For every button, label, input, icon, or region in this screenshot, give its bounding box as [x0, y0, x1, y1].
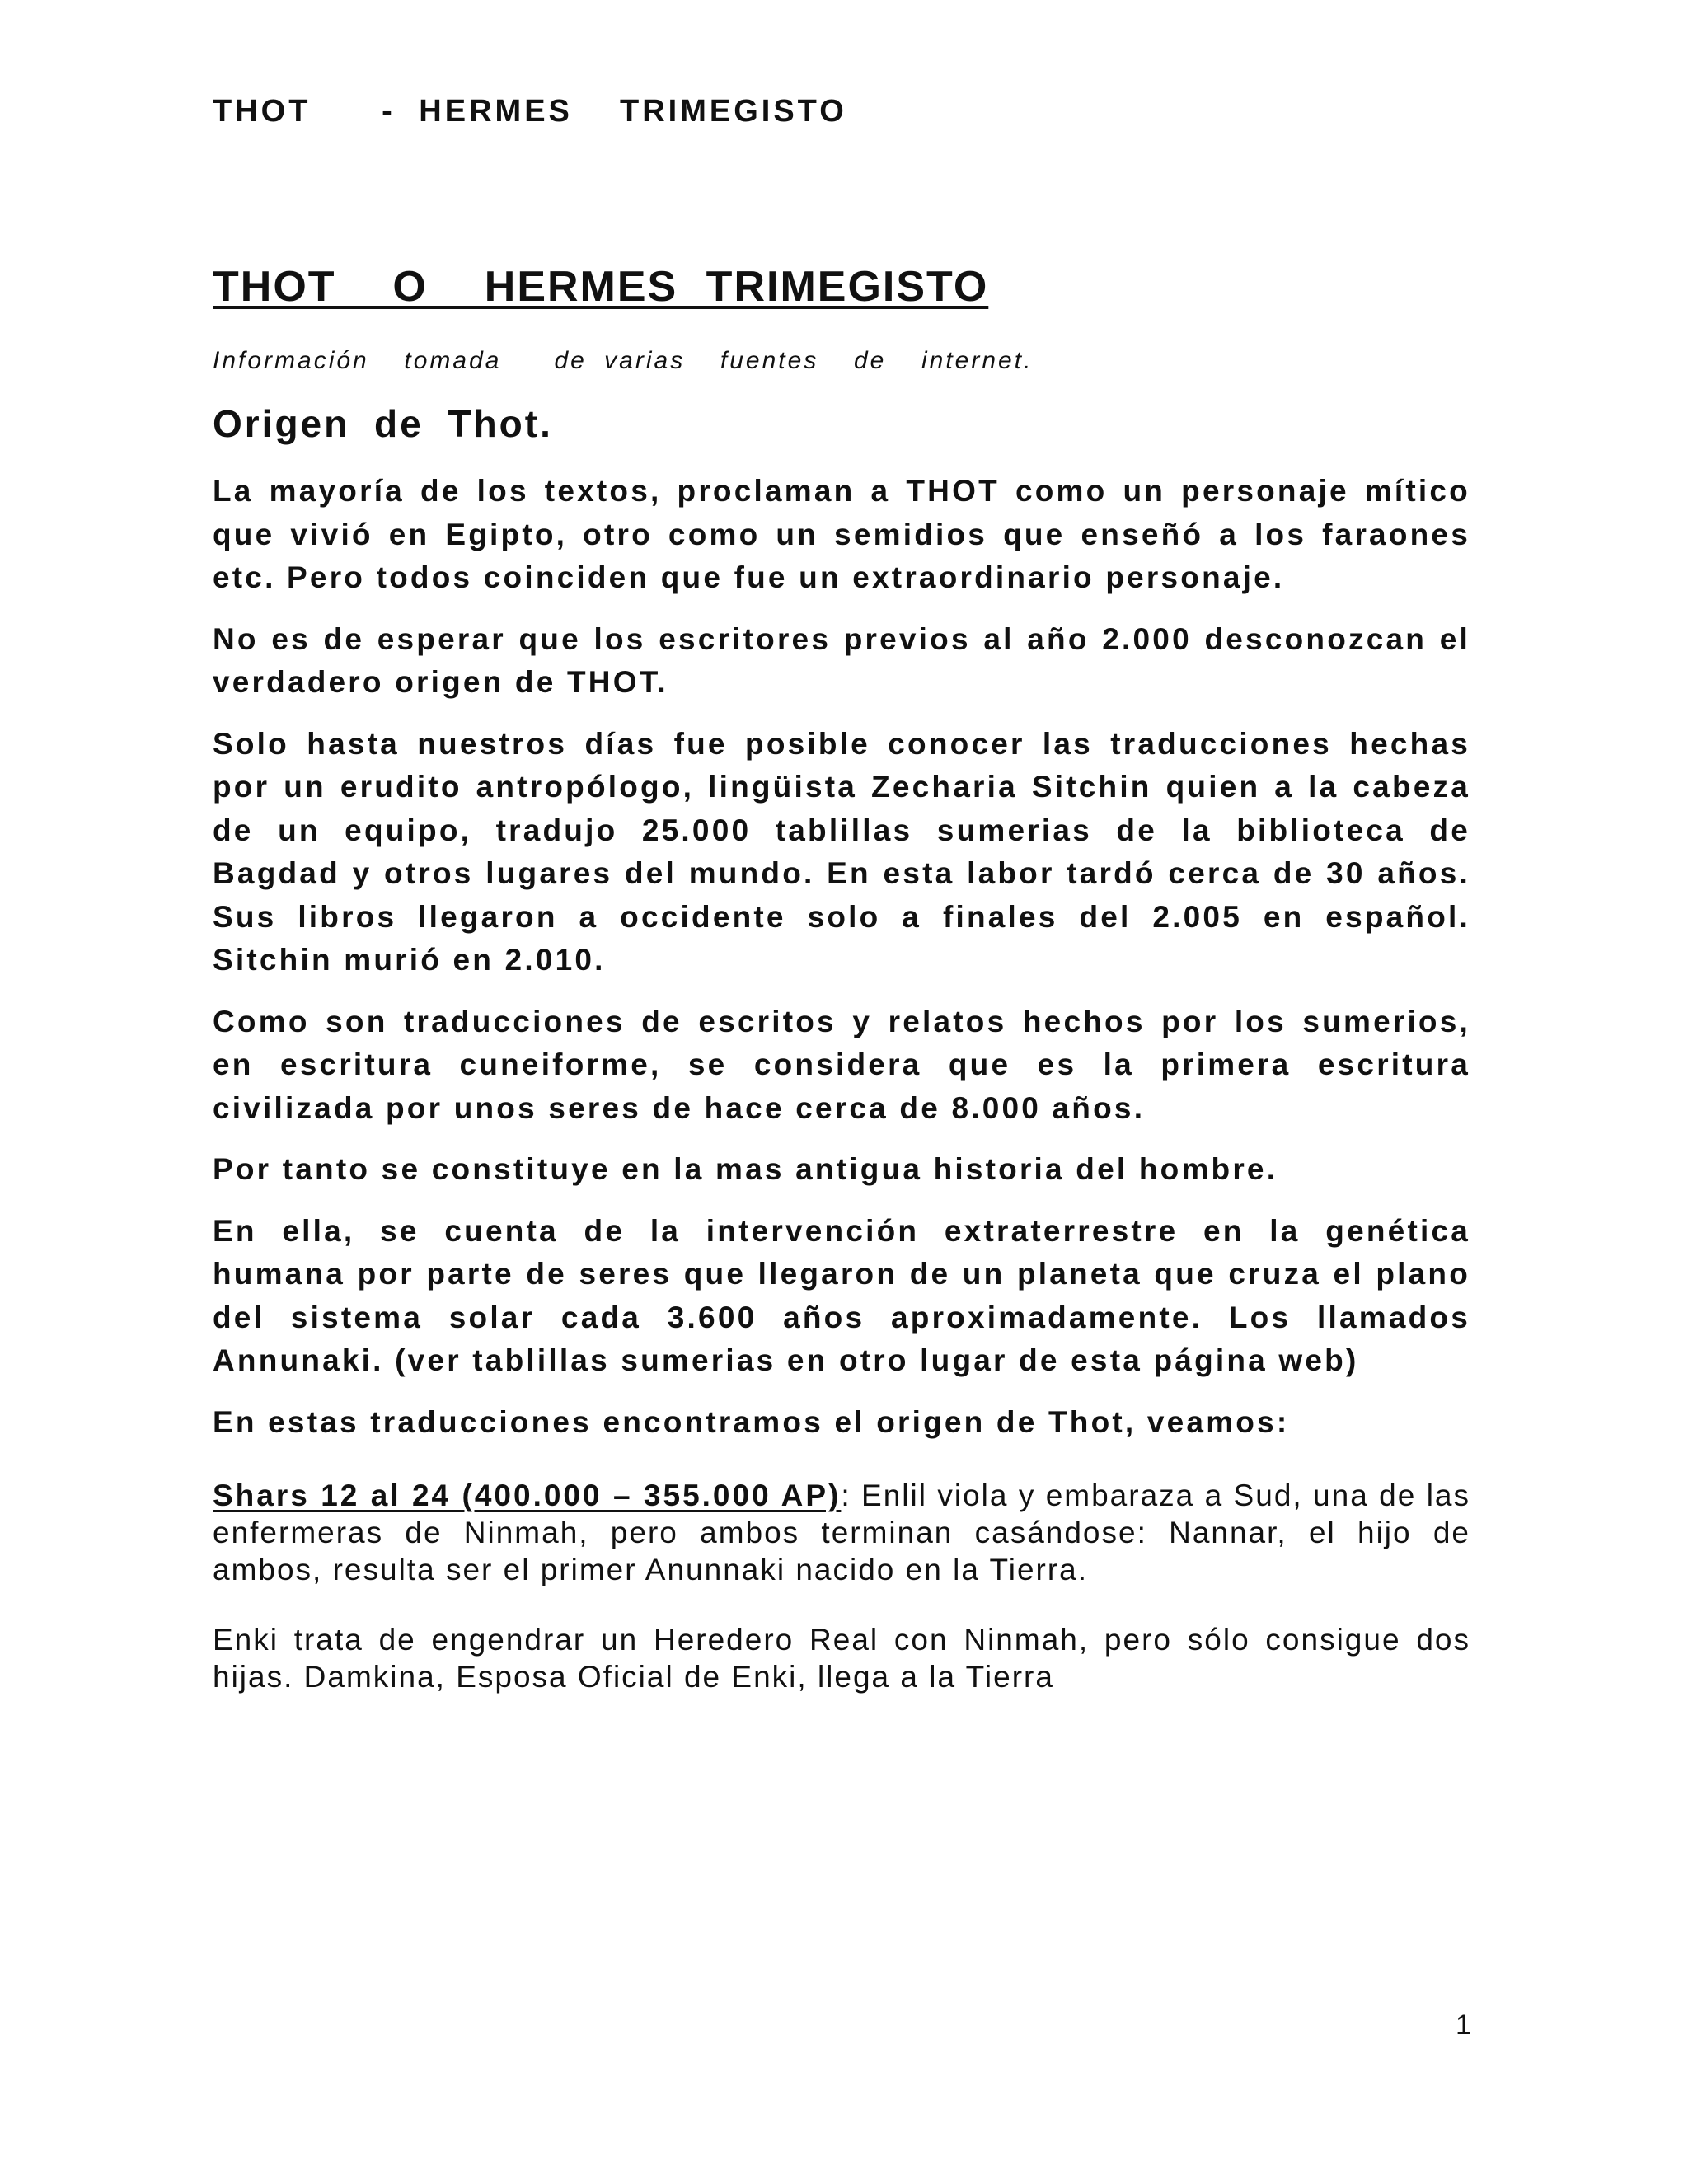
section-heading: Origen de Thot. [213, 402, 553, 445]
paragraph: En estas traducciones encontramos el origen de Thot, veamos: [213, 1404, 1290, 1439]
page-number: 1 [1456, 2009, 1471, 2041]
document-body [213, 260, 1470, 1695]
paragraph: No es de esperar que los escritores previos al año 2.000 desconozcan el verdadero origen de THOT. [213, 621, 1470, 699]
running-header: THOT - HERMES TRIMEGISTO [213, 94, 847, 129]
document-subtitle: Información tomada de varias fuentes de internet. [213, 347, 1034, 374]
paragraph: Solo hasta nuestros días fue posible conocer las traducciones hechas por un erudito antropólogo, lingüista Zecharia Sitchin quien a la cabeza de un equipo, tradujo 25.000 tablillas sumerias de la biblioteca de Bagdad y otros lugares del mundo. En esta labor tardó cerca de 30 años. Sus libros llegaron a occidente solo a finales del 2.005 en español. Sitchin murió en 2.010. [213, 726, 1470, 977]
last-paragraph: Enki trata de engendrar un Heredero Real con Ninmah, pero sólo consigue dos hijas. Damkina, Esposa Oficial de Enki, llega a la Tierra [213, 1623, 1470, 1694]
paragraph: La mayoría de los textos, proclaman a THOT como un personaje mítico que vivió en Egipto, otro como un semidios que enseñó a los faraones etc. Pero todos coinciden que fue un extraordinario personaje. [213, 474, 1470, 594]
shars-paragraph [213, 1477, 1470, 1588]
paragraph: Por tanto se constituye en la mas antigua historia del hombre. [213, 1152, 1278, 1186]
paragraph: En ella, se cuenta de la intervención extraterrestre en la genética humana por parte de seres que llegaron de un planeta que cruza el plano del sistema solar cada 3.600 años aproximadamente. Los llamados Annunaki. (ver tablillas sumerias en otro lugar de esta página web) [213, 1213, 1470, 1377]
paragraph: Como son traducciones de escritos y relatos hechos por los sumerios, en escritura cuneiforme, se considera que es la primera escritura civilizada por unos seres de hace cerca de 8.000 años. [213, 1004, 1470, 1125]
shars-text: : Enlil viola y embaraza a Sud, una de las enfermeras de Ninmah, pero ambos terminan casándose: Nannar, el hijo de ambos, resulta ser el primer Anunnaki nacido en la Tierra. [213, 1479, 1470, 1586]
shars-label: Shars 12 al 24 (400.000 – 355.000 AP) [213, 1479, 842, 1512]
document-title: THOT O HERMES TRIMEGISTO [213, 263, 989, 311]
